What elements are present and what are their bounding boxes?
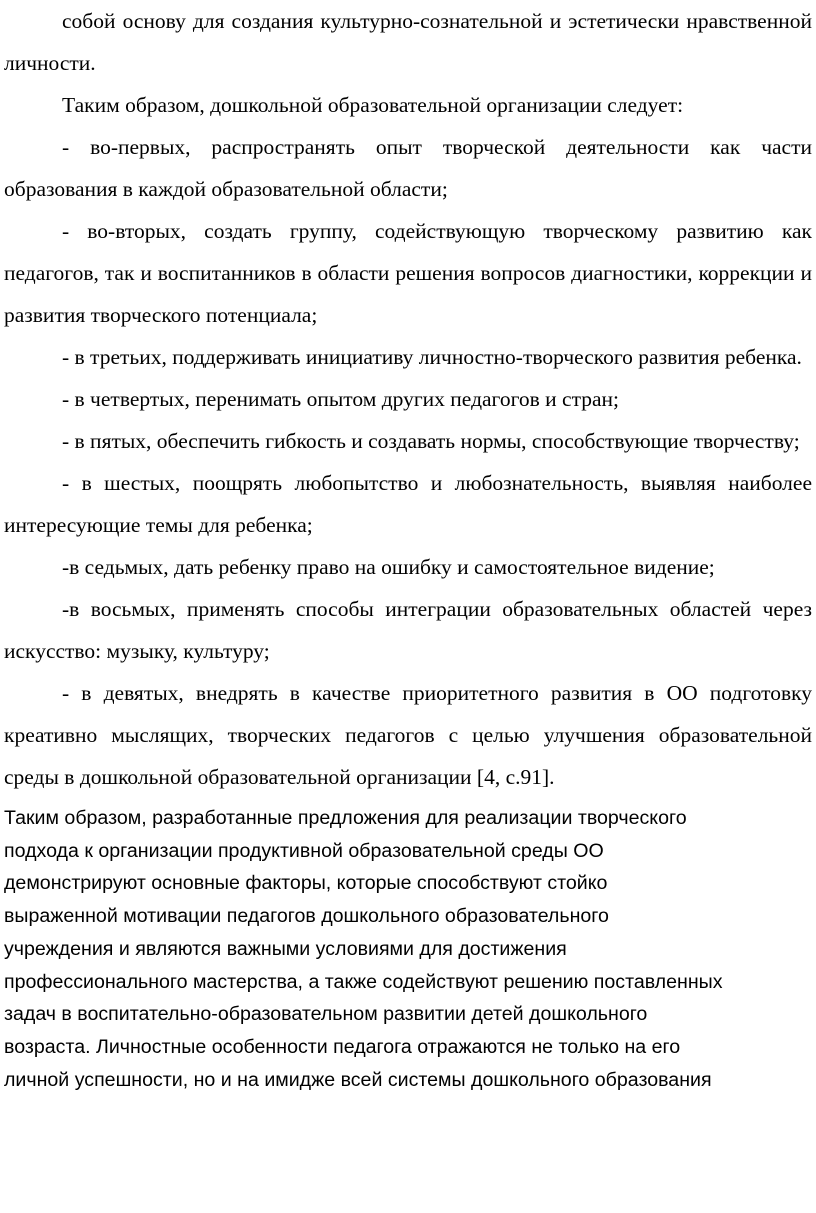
paragraph-summary-lead: Таким образом, дошкольной образовательной организации следует: [62, 93, 684, 117]
conclusion-paragraph [4, 798, 812, 1096]
list-item-fifth: - в пятых, обеспечить гибкость и создавать нормы, способствующие творчеству; [62, 429, 800, 453]
list-item-fourth: - в четвертых, перенимать опытом других педагогов и стран; [62, 387, 619, 411]
conclusion-line: выраженной мотивации педагогов дошкольного образовательного [4, 905, 609, 928]
conclusion-line: Таким образом, разработанные предложения для реализации творческого [4, 807, 687, 829]
list-item-sixth: - в шестых, поощрять любопытство и любознательность, выявляя наиболее интересующие темы для ребенка; [4, 471, 812, 537]
paragraph-intro-continuation: собой основу для создания культурно-сознательной и эстетически нравственной личности. [4, 9, 812, 75]
list-item-first: - во-первых, распространять опыт творческой деятельности как части образования в каждой образовательной области; [4, 135, 812, 201]
list-item-ninth: - в девятых, внедрять в качестве приоритетного развития в ОО подготовку креативно мыслящих, творческих педагогов с целью улучшения образовательной среды в дошкольной образовательной организации [4, с.91]. [4, 681, 812, 789]
conclusion-line: личной успешности, но и на имидже всей системы дошкольного образования [4, 1068, 712, 1091]
list-item-eighth: -в восьмых, применять способы интеграции образовательных областей через искусство: музыку, культуру; [4, 597, 812, 663]
list-item-third: - в третьих, поддерживать инициативу личностно-творческого развития ребенка. [62, 345, 802, 369]
conclusion-line: профессионального мастерства, а также содействуют решению поставленных [4, 970, 723, 993]
conclusion-line: возраста. Личностные особенности педагога отражаются не только на его [4, 1035, 681, 1058]
serif-text-block [4, 0, 812, 798]
conclusion-line: подхода к организации продуктивной образовательной среды ОО [4, 839, 604, 862]
conclusion-line: учреждения и являются важными условиями для достижения [4, 937, 567, 960]
list-item-second: - во-вторых, создать группу, содействующую творческому развитию как педагогов, так и воспитанников в области решения вопросов диагностики, коррекции и развития творческого потенциала; [4, 219, 812, 327]
conclusion-line: задач в воспитательно-образовательном развитии детей дошкольного [4, 1003, 648, 1026]
conclusion-line: демонстрируют основные факторы, которые способствуют стойко [4, 872, 608, 895]
list-item-seventh: -в седьмых, дать ребенку право на ошибку и самостоятельное видение; [62, 555, 715, 579]
